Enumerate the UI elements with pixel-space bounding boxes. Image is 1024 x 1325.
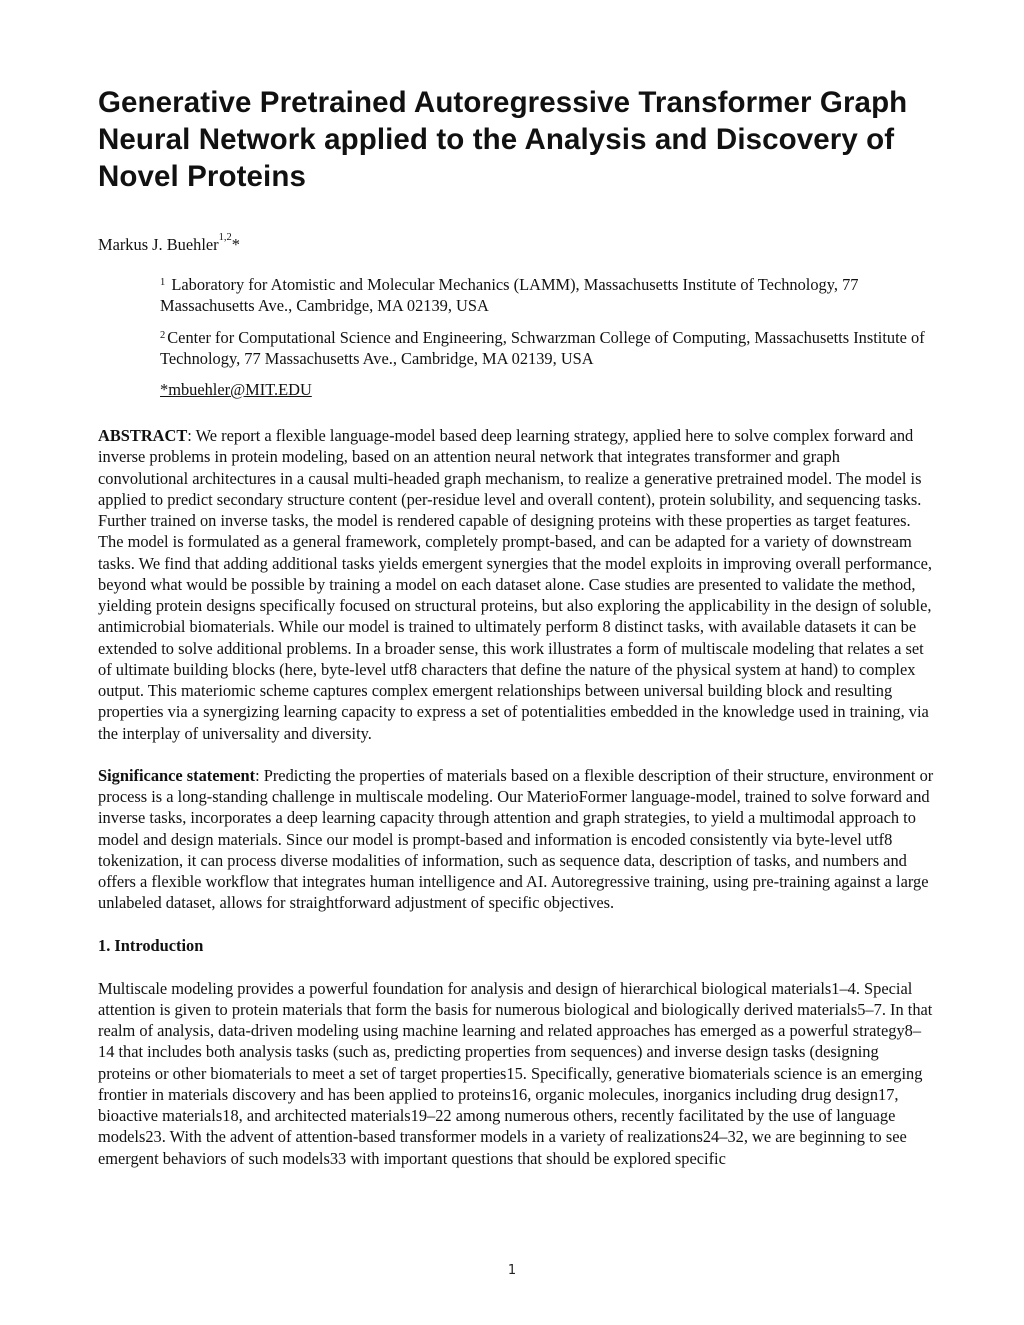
email-link[interactable]: *mbuehler@MIT.EDU <box>160 380 312 399</box>
introduction-paragraph: Multiscale modeling provides a powerful foundation for analysis and design of hierarchical biological materials1–4. Special attention is given to protein materials that form the basis for numerous biological and biologically derived materials5–7. In that realm of analysis, data-driven modeling using machine learning and related approaches has emerged as a powerful strategy8–14 that includes both analysis tasks (such as, predicting properties from sequences) and inverse design tasks (designing proteins or other biomaterials to meet a set of target properties15. Specifically, generative biomaterials science is an emerging frontier in materials discovery and has been applied to proteins16, organic molecules, inorganics including drug design17, bioactive materials18, and architected materials19–22 among numerous others, recently facilitated by the use of language models23. With the advent of attention-based transformer models in a variety of realizations24–32, we are beginning to see emergent behaviors of such models33 with important questions that should be explored specific <box>98 978 933 1168</box>
abstract-paragraph <box>98 425 934 744</box>
paper-page <box>98 84 934 1185</box>
section-heading-introduction: 1. Introduction <box>98 935 204 955</box>
affiliation-1 <box>160 274 934 316</box>
author-name: Markus J. Buehler <box>98 235 219 254</box>
affiliation-1-number: 1 <box>160 277 166 288</box>
affiliation-2 <box>160 327 934 369</box>
significance-label: Significance statement <box>98 765 256 785</box>
author-marker: * <box>231 235 240 254</box>
significance-paragraph <box>98 765 934 914</box>
affiliation-2-number: 2 <box>160 330 166 341</box>
abstract-text: : We report a flexible language-model based deep learning strategy, applied here to solve complex forward and inverse problems in protein modeling, based on an attention neural network that integrates transformer and graph convolutional architectures in a causal multi-headed graph mechanism, to realize a generative pretrained model. The model is applied to predict secondary structure content (per-residue level and overall content), protein solubility, and sequencing tasks. Further trained on inverse tasks, the model is rendered capable of designing proteins with these properties as target features. The model is formulated as a general framework, completely prompt-based, and can be adapted for a variety of downstream tasks. We find that adding additional tasks yields emergent synergies that the model exploits in improving overall performance, beyond what would be possible by training a model on each dataset alone. Case studies are presented to validate the method, yielding protein designs specifically focused on structural proteins, but also exploring the applicability in the design of soluble, antimicrobial biomaterials. While our model is trained to ultimately perform 8 distinct tasks, with available datasets it can be extended to solve additional problems. In a broader sense, this work illustrates a form of multiscale modeling that relates a set of ultimate building blocks (here, byte-level utf8 characters that define the nature of the physical system at hand) to complex output. This materiomic scheme captures complex emergent relationships between universal building block and resulting properties via a synergizing learning capacity to express a set of potentialities embedded in the knowledge used in training, via the interplay of universality and diversity. <box>98 426 932 743</box>
affiliation-2-text: Center for Computational Science and Engineering, Schwarzman College of Computing, Massachusetts Institute of Technology, 77 Massachusetts Ave., Cambridge, MA 02139, USA <box>160 328 925 368</box>
author-line <box>98 232 934 255</box>
abstract-label: ABSTRACT <box>98 426 188 445</box>
paper-title: Generative Pretrained Autoregressive Transformer Graph Neural Network applied to the Analysis and Discovery of Novel Proteins <box>98 86 908 193</box>
affiliation-1-text: Laboratory for Atomistic and Molecular Mechanics (LAMM), Massachusetts Institute of Technology, 77 Massachusetts Ave., Cambridge, MA 02139, USA <box>160 275 859 315</box>
significance-text: : Predicting the properties of materials based on a flexible description of their structure, environment or process is a long-standing challenge in multiscale modeling. Our MaterioFormer language-model, trained to solve forward and inverse tasks, incorporates a deep learning capacity through attention and graph strategies, to yield a multimodal approach to model and design materials. Since our model is prompt-based and information is encoded consistently via byte-level utf8 tokenization, it can process diverse modalities of information, such as sequence data, description of tasks, and numbers and offers a flexible workflow that integrates human intelligence and AI. Autoregressive training, using pre-training against a large unlabeled dataset, allows for straightforward adjustment of specific objectives. <box>98 765 934 913</box>
page-number: 1 <box>507 1263 517 1278</box>
author-superscript: 1,2 <box>218 232 232 243</box>
